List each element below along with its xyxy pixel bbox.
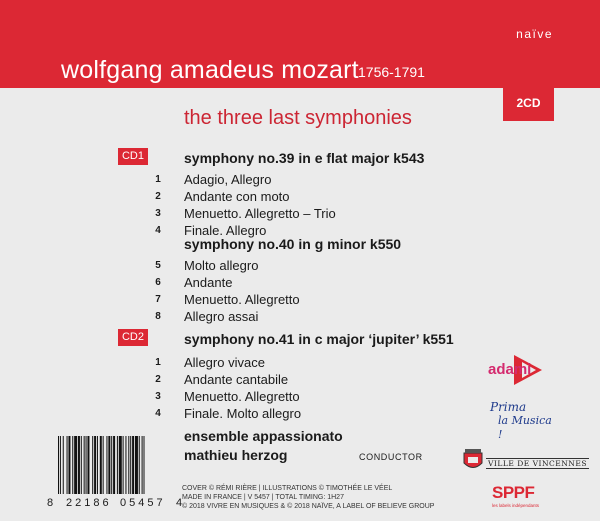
prima-line-1: Prima bbox=[490, 400, 527, 414]
prima-la-musica-logo bbox=[490, 400, 552, 441]
track-title: Menuetto. Allegretto bbox=[184, 292, 300, 307]
credits-line: MADE IN FRANCE | V 5457 | TOTAL TIMING: 1H27 bbox=[182, 494, 344, 501]
barcode-check-digit: 4 bbox=[176, 497, 183, 509]
track-number: 1 bbox=[155, 174, 161, 185]
prima-line-2: la Musica ! bbox=[498, 414, 552, 441]
track-number: 3 bbox=[155, 208, 161, 219]
credits-line: © 2018 VIVRE EN MUSIQUES & © 2018 NAÏVE, A LABEL OF BELIEVE GROUP bbox=[182, 503, 435, 510]
conductor-name: mathieu herzog bbox=[184, 447, 288, 463]
track-number: 7 bbox=[155, 294, 161, 305]
format-badge: 2CD bbox=[503, 88, 554, 121]
barcode-lead-digit: 8 bbox=[47, 497, 54, 509]
vincennes-wordmark: VILLE DE VINCENNES bbox=[488, 459, 587, 468]
track-number: 6 bbox=[155, 277, 161, 288]
track-title: Andante con moto bbox=[184, 189, 290, 204]
label-brand: naïve bbox=[516, 27, 553, 41]
adami-logo bbox=[488, 353, 544, 387]
track-title: Adagio, Allegro bbox=[184, 172, 272, 187]
symphony-title: symphony no.41 in c major ‘jupiter’ k551 bbox=[184, 331, 454, 347]
cd2-tag: CD2 bbox=[118, 329, 148, 346]
track-title: Andante cantabile bbox=[184, 372, 289, 387]
ensemble-name: ensemble appassionato bbox=[184, 428, 343, 444]
conductor-role: CONDUCTOR bbox=[359, 452, 423, 462]
track-title: Finale. Molto allegro bbox=[184, 406, 302, 421]
credits-block bbox=[182, 484, 434, 511]
vincennes-logo bbox=[462, 449, 587, 473]
sppf-wordmark: SPPF bbox=[492, 483, 535, 502]
symphony-title: symphony no.39 in e flat major k543 bbox=[184, 150, 425, 166]
track-title: Andante bbox=[184, 275, 233, 290]
track-title: Molto allegro bbox=[184, 258, 259, 273]
cd1-tag: CD1 bbox=[118, 148, 148, 165]
barcode-right-digits: 05457 bbox=[120, 497, 166, 509]
track-number: 2 bbox=[155, 191, 161, 202]
composer-dates: 1756-1791 bbox=[358, 64, 425, 80]
track-number: 3 bbox=[155, 391, 161, 402]
barcode bbox=[58, 436, 172, 494]
city-crest-icon bbox=[462, 449, 484, 473]
track-number: 4 bbox=[155, 225, 161, 236]
track-title: Allegro vivace bbox=[184, 355, 265, 370]
track-title: Allegro assai bbox=[184, 309, 259, 324]
track-number: 8 bbox=[155, 311, 161, 322]
track-title: Menuetto. Allegretto bbox=[184, 389, 300, 404]
track-number: 4 bbox=[155, 408, 161, 419]
album-subtitle: the three last symphonies bbox=[184, 107, 412, 129]
credits-line: COVER © RÉMI RIÈRE | ILLUSTRATIONS © TIMOTHÉE LE VÉEL bbox=[182, 485, 393, 492]
barcode-left-digits: 22186 bbox=[66, 497, 112, 509]
sppf-tagline: les labels indépendants bbox=[492, 503, 540, 508]
track-number: 1 bbox=[155, 357, 161, 368]
track-title: Menuetto. Allegretto – Trio bbox=[184, 206, 336, 221]
adami-wordmark: adami bbox=[488, 361, 532, 378]
track-title: Finale. Allegro bbox=[184, 223, 267, 238]
sppf-logo bbox=[492, 484, 552, 514]
composer-name: wolfgang amadeus mozart bbox=[61, 56, 359, 84]
track-number: 5 bbox=[155, 260, 161, 271]
symphony-title: symphony no.40 in g minor k550 bbox=[184, 236, 402, 252]
track-number: 2 bbox=[155, 374, 161, 385]
